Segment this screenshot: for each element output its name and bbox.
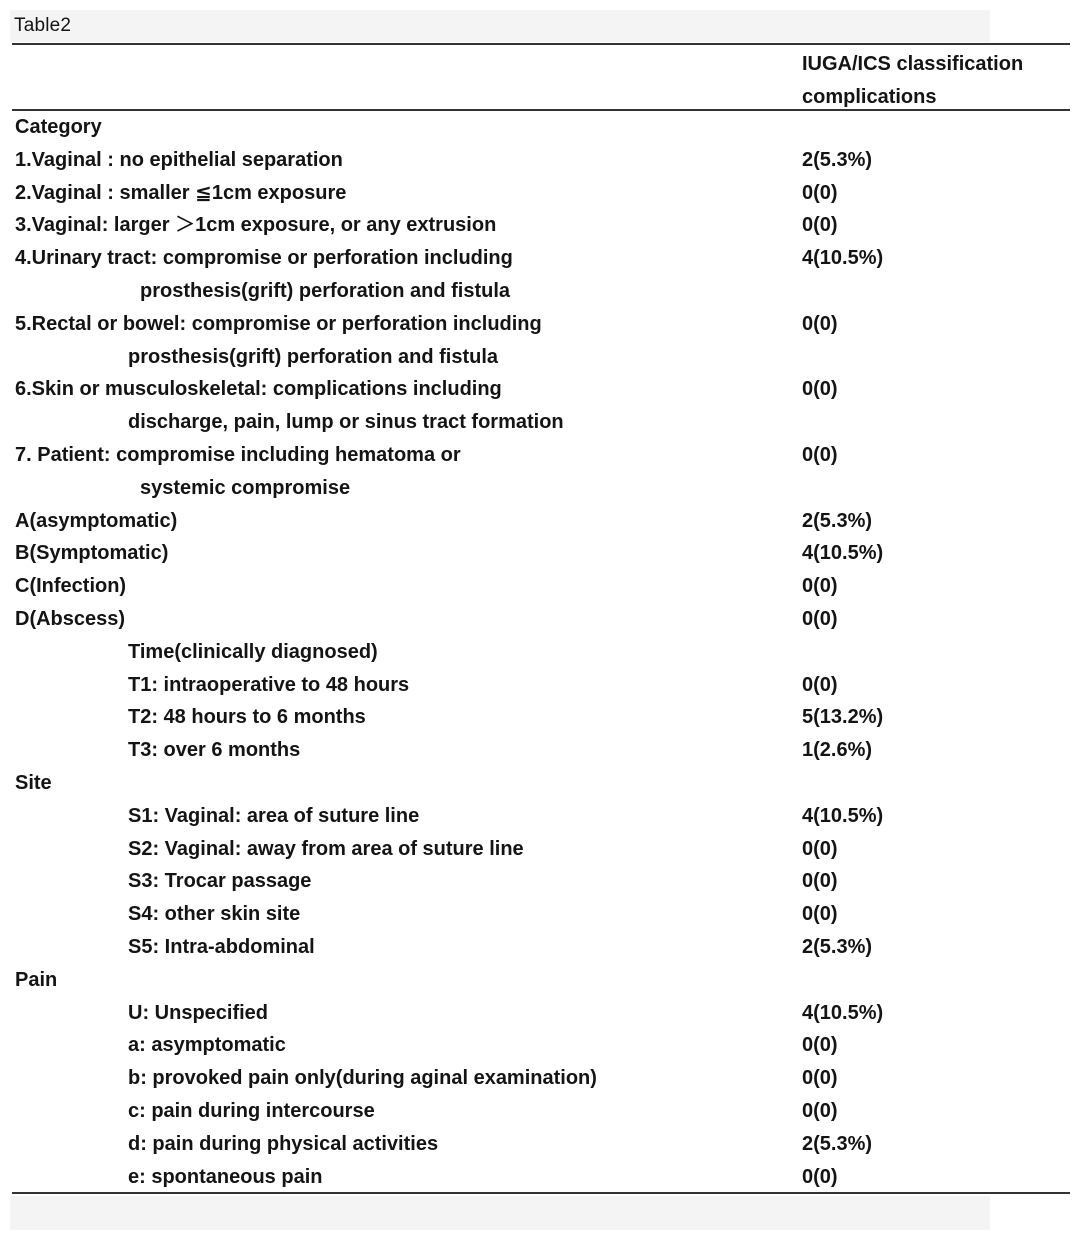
row-value: 2(5.3%) [802, 1132, 873, 1155]
row-label: D(Abscess) [15, 607, 126, 630]
row-label: a: asymptomatic [128, 1034, 286, 1057]
row-label: discharge, pain, lump or sinus tract formation [128, 411, 564, 434]
table-row [0, 472, 1080, 505]
table-caption: Table2 [14, 15, 72, 36]
row-label: 2.Vaginal : smaller ≦1cm exposure [15, 181, 347, 204]
row-label: 5.Rectal or bowel: compromise or perforation including [15, 312, 542, 335]
row-value: 0(0) [802, 837, 838, 860]
row-value: 1(2.6%) [802, 739, 873, 762]
table-row [0, 406, 1080, 439]
row-label: b: provoked pain only(during aginal examination) [128, 1067, 597, 1090]
row-label: T1: intraoperative to 48 hours [128, 673, 410, 696]
row-value: 2(5.3%) [802, 509, 873, 532]
row-value: 0(0) [802, 575, 838, 598]
row-label: 7. Patient: compromise including hematoma or [15, 443, 461, 466]
top-rule [12, 43, 1070, 45]
table-row [0, 734, 1080, 767]
row-value: 0(0) [802, 1034, 838, 1057]
footer-band [10, 1196, 990, 1230]
row-value: 4(10.5%) [802, 542, 884, 565]
row-label: prosthesis(grift) perforation and fistula [140, 279, 511, 302]
table-row [0, 111, 1080, 144]
row-value: 5(13.2%) [802, 706, 884, 729]
row-value: 4(10.5%) [802, 247, 884, 270]
row-value: 0(0) [802, 214, 838, 237]
table-row [0, 1161, 1080, 1194]
row-label: T2: 48 hours to 6 months [128, 706, 366, 729]
row-label: B(Symptomatic) [15, 542, 169, 565]
table-body [0, 111, 1080, 1193]
row-value: 0(0) [802, 443, 838, 466]
table-row [0, 242, 1080, 275]
table-row [0, 767, 1080, 800]
row-label: Category [15, 116, 102, 138]
table-row [0, 177, 1080, 210]
row-value: 0(0) [802, 312, 838, 335]
row-label: 6.Skin or musculoskeletal: complications including [15, 378, 502, 401]
row-label: C(Infection) [15, 575, 127, 598]
row-value: 2(5.3%) [802, 148, 873, 171]
table-row [0, 800, 1080, 833]
row-value: 0(0) [802, 607, 838, 630]
row-value: 0(0) [802, 1099, 838, 1122]
row-label: 4.Urinary tract: compromise or perforation including [15, 247, 513, 270]
row-label: S2: Vaginal: away from area of suture line [128, 837, 524, 860]
table-row [0, 537, 1080, 570]
table-row [0, 439, 1080, 472]
table-row [0, 964, 1080, 997]
bottom-rule [12, 1192, 1070, 1194]
column-header-line-2: complications [802, 86, 937, 108]
table-row [0, 997, 1080, 1030]
table-row [0, 931, 1080, 964]
row-label: Pain [15, 968, 58, 991]
table-row [0, 636, 1080, 669]
row-value: 0(0) [802, 870, 838, 893]
row-label: S1: Vaginal: area of suture line [128, 804, 420, 827]
table-row [0, 505, 1080, 538]
table-row [0, 1128, 1080, 1161]
table-row [0, 373, 1080, 406]
row-label: c: pain during intercourse [128, 1099, 375, 1122]
row-label: A(asymptomatic) [15, 509, 178, 532]
row-label: T3: over 6 months [128, 739, 301, 762]
table-row [0, 1095, 1080, 1128]
row-label: 3.Vaginal: larger ＞1cm exposure, or any extrusion [15, 214, 497, 237]
row-label: U: Unspecified [128, 1001, 269, 1024]
table-row [0, 341, 1080, 374]
table-row [0, 701, 1080, 734]
row-value: 0(0) [802, 378, 838, 401]
table-row [0, 603, 1080, 636]
row-label: 1.Vaginal : no epithelial separation [15, 148, 343, 171]
table-row [0, 1062, 1080, 1095]
table-row [0, 833, 1080, 866]
row-label: S3: Trocar passage [128, 870, 312, 893]
row-label: Time(clinically diagnosed) [128, 640, 378, 663]
table-row [0, 209, 1080, 242]
table-row [0, 898, 1080, 931]
row-label: S5: Intra-abdominal [128, 935, 315, 958]
row-value: 0(0) [802, 903, 838, 926]
row-label: systemic compromise [140, 476, 351, 499]
column-header [802, 48, 1023, 114]
row-value: 0(0) [802, 1165, 838, 1188]
row-value: 0(0) [802, 673, 838, 696]
row-value: 2(5.3%) [802, 935, 873, 958]
table-row [0, 669, 1080, 702]
table-row [0, 275, 1080, 308]
row-label: Site [15, 771, 52, 794]
row-value: 4(10.5%) [802, 804, 884, 827]
caption-band [10, 10, 990, 42]
table-row [0, 1029, 1080, 1062]
column-header-line-1: IUGA/ICS classification [802, 53, 1024, 75]
table-row [0, 570, 1080, 603]
row-label: prosthesis(grift) perforation and fistula [128, 345, 499, 368]
row-label: e: spontaneous pain [128, 1165, 323, 1188]
table-row [0, 308, 1080, 341]
table-row [0, 144, 1080, 177]
row-value: 0(0) [802, 181, 838, 204]
row-label: d: pain during physical activities [128, 1132, 439, 1155]
row-label: S4: other skin site [128, 903, 301, 926]
table-row [0, 865, 1080, 898]
row-value: 0(0) [802, 1067, 838, 1090]
row-value: 4(10.5%) [802, 1001, 884, 1024]
